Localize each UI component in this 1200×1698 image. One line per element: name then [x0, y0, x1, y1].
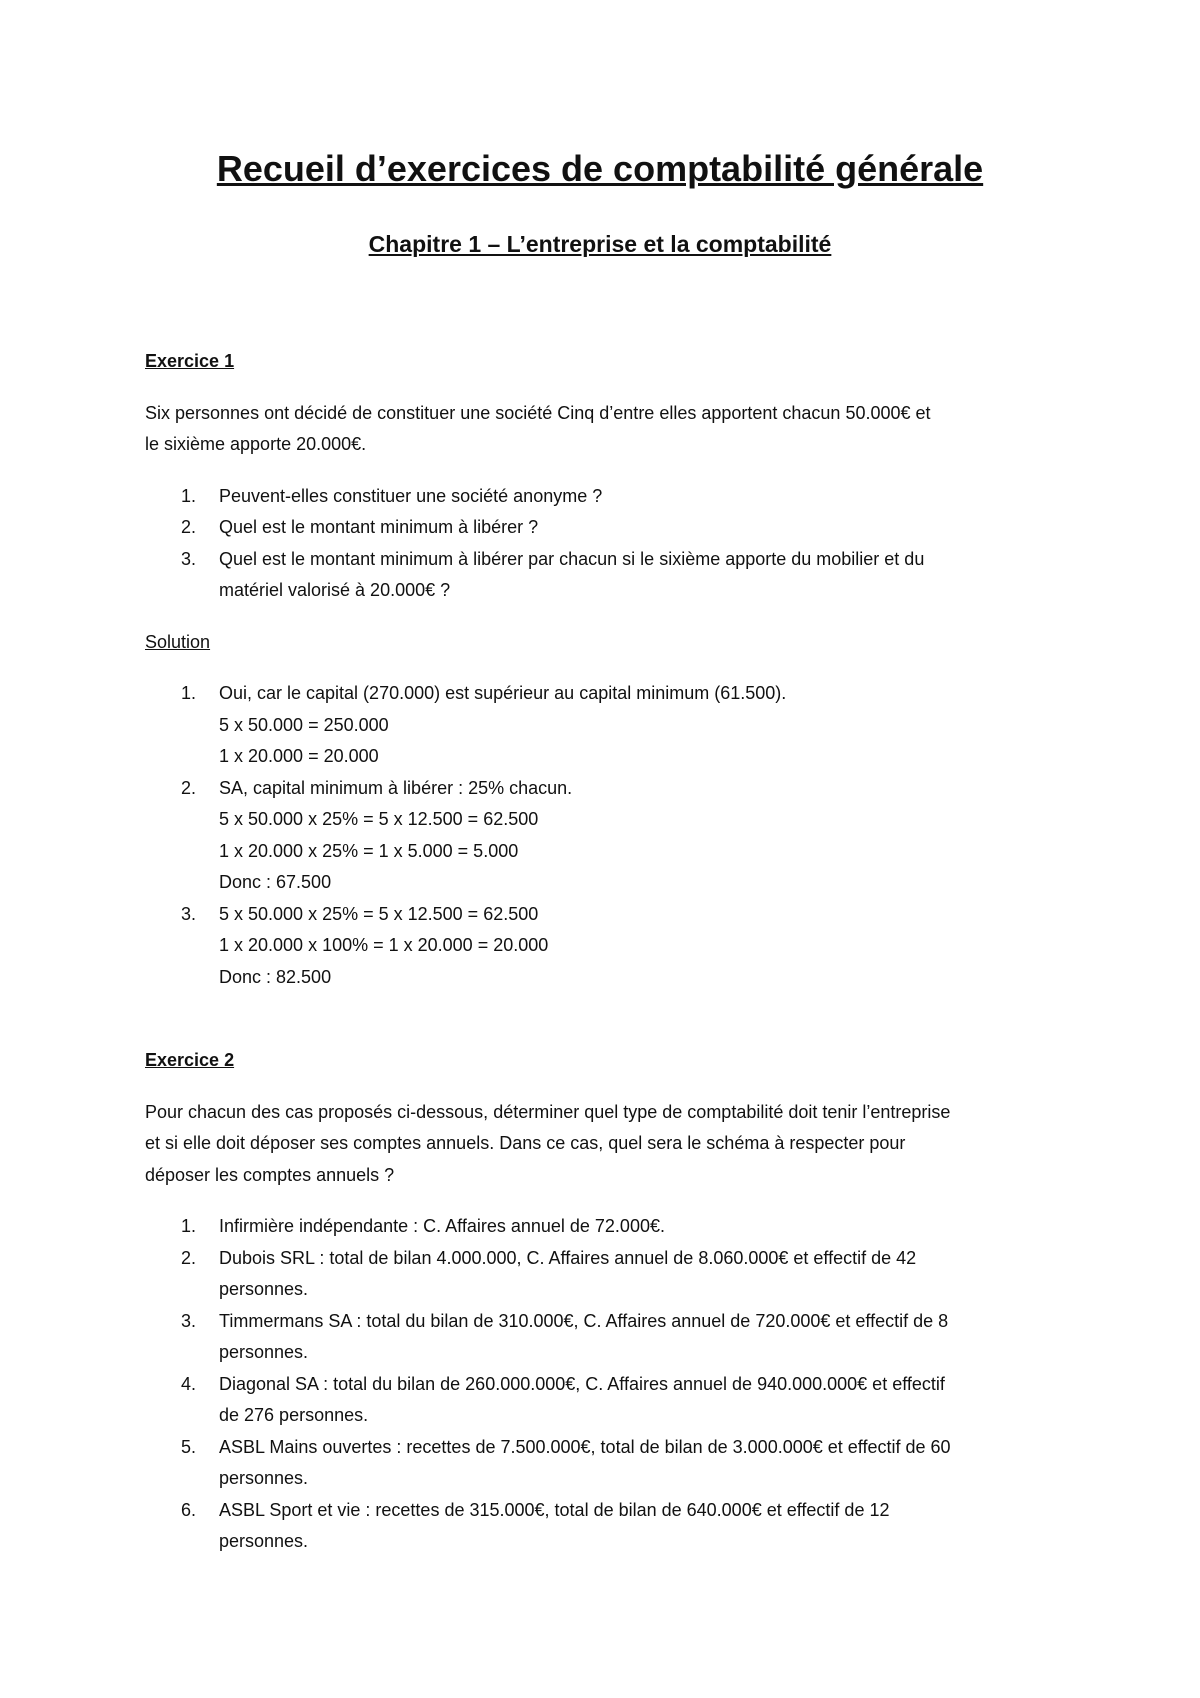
solution-line: Donc : 67.500: [219, 872, 332, 892]
solution-number: 1.: [181, 683, 197, 703]
question-item: [145, 544, 1065, 607]
question-number: 1.: [181, 485, 197, 506]
case-text-continued: personnes.: [219, 1531, 309, 1551]
case-item: [145, 1495, 1065, 1558]
case-number: 6.: [181, 1499, 197, 1520]
question-item: [145, 512, 1065, 544]
exercise-1-solutions: [145, 678, 1065, 993]
exercise-2-heading: Exercice 2: [145, 1050, 235, 1070]
question-text: Peuvent-elles constituer une société anonyme ?: [219, 485, 603, 506]
case-number: 5.: [181, 1436, 197, 1457]
document-body: [145, 346, 1065, 1558]
exercise-2-intro-line: déposer les comptes annuels ?: [145, 1164, 395, 1185]
exercise-1-heading: Exercice 1: [145, 351, 235, 371]
question-text: Quel est le montant minimum à libérer par chacun si le sixième apporte du mobilier et du: [219, 548, 925, 569]
solution-line: 1 x 20.000 x 100% = 1 x 20.000 = 20.000: [219, 935, 549, 955]
solution-line: Donc : 82.500: [219, 966, 332, 987]
solution-line: Oui, car le capital (270.000) est supérieur au capital minimum (61.500).: [219, 683, 787, 703]
exercise-2-intro-line: et si elle doit déposer ses comptes annuels. Dans ce cas, quel sera le schéma à respecter pour: [145, 1133, 906, 1153]
solution-line: 1 x 20.000 x 25% = 1 x 5.000 = 5.000: [219, 840, 519, 861]
case-number: 1.: [181, 1216, 197, 1236]
solution-item: [145, 773, 1065, 899]
case-text: Infirmière indépendante : C. Affaires annuel de 72.000€.: [219, 1216, 665, 1236]
case-item: [145, 1306, 1065, 1369]
solution-number: 3.: [181, 903, 197, 924]
case-item: [145, 1243, 1065, 1306]
question-text-continued: matériel valorisé à 20.000€ ?: [219, 580, 451, 600]
solution-line: 5 x 50.000 x 25% = 5 x 12.500 = 62.500: [219, 809, 539, 829]
case-number: 3.: [181, 1310, 197, 1331]
chapter-title: Chapitre 1 – L’entreprise et la comptabilité: [368, 231, 832, 257]
case-text-continued: de 276 personnes.: [219, 1405, 369, 1425]
case-text: Dubois SRL : total de bilan 4.000.000, C. Affaires annuel de 8.060.000€ et effectif de 42: [219, 1247, 917, 1268]
exercise-1-questions: [145, 481, 1065, 607]
case-text-continued: personnes.: [219, 1342, 309, 1362]
exercise-1-intro-line: le sixième apporte 20.000€.: [145, 434, 367, 454]
solution-line: 1 x 20.000 = 20.000: [219, 746, 379, 766]
solution-item: [145, 678, 1065, 773]
exercise-2-intro-line: Pour chacun des cas proposés ci-dessous, déterminer quel type de comptabilité doit tenir l’entreprise: [145, 1101, 951, 1122]
question-text: Quel est le montant minimum à libérer ?: [219, 517, 539, 537]
question-item: [145, 481, 1065, 513]
exercise-1-intro-line: Six personnes ont décidé de constituer une société Cinq d’entre elles apportent chacun 50.000€ et: [145, 402, 931, 423]
case-text: ASBL Mains ouvertes : recettes de 7.500.000€, total de bilan de 3.000.000€ et effectif de 60: [219, 1436, 951, 1457]
document-title: Recueil d’exercices de comptabilité générale: [216, 148, 984, 189]
solution-item: [145, 899, 1065, 994]
exercise-2-cases: [145, 1211, 1065, 1558]
case-text: ASBL Sport et vie : recettes de 315.000€, total de bilan de 640.000€ et effectif de 12: [219, 1499, 890, 1520]
question-number: 3.: [181, 548, 197, 569]
solution-heading: Solution: [145, 631, 211, 652]
case-text: Timmermans SA : total du bilan de 310.000€, C. Affaires annuel de 720.000€ et effectif de 8: [219, 1310, 949, 1331]
case-item: [145, 1432, 1065, 1495]
solution-line: 5 x 50.000 = 250.000: [219, 714, 389, 735]
case-item: [145, 1369, 1065, 1432]
question-number: 2.: [181, 517, 197, 537]
case-number: 2.: [181, 1247, 197, 1268]
solution-number: 2.: [181, 777, 197, 798]
case-text-continued: personnes.: [219, 1468, 309, 1488]
solution-line: SA, capital minimum à libérer : 25% chacun.: [219, 777, 573, 798]
case-text: Diagonal SA : total du bilan de 260.000.000€, C. Affaires annuel de 940.000.000€ et effectif: [219, 1373, 945, 1394]
solution-line: 5 x 50.000 x 25% = 5 x 12.500 = 62.500: [219, 903, 539, 924]
case-text-continued: personnes.: [219, 1279, 309, 1299]
case-number: 4.: [181, 1373, 197, 1394]
case-item: [145, 1211, 1065, 1243]
